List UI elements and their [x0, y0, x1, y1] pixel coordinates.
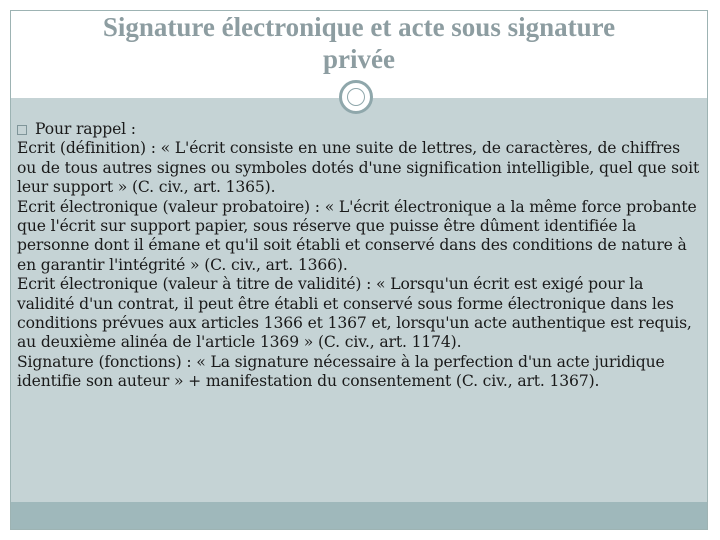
circle-ornament-inner — [347, 88, 365, 106]
footer-bar — [11, 502, 707, 529]
bullet-item — [17, 120, 701, 139]
paragraph-ecrit-electronique-validite: Ecrit électronique (valeur à titre de validité) : « Lorsqu'un écrit est exigé pour la validité d'un contrat, il peut être établi et conservé sous forme électronique dans les conditions prévues aux articles 1366 et 1367 et, lorsqu'un acte authentique est requis, au deuxième alinéa de l'article 1369 » (C. civ., art. 1174). — [17, 275, 692, 352]
slide-body — [17, 120, 701, 392]
slide-title: Signature électronique et acte sous signature privée — [102, 12, 616, 74]
paragraph-ecrit-electronique-probatoire: Ecrit électronique (valeur probatoire) : « L'écrit électronique a la même force probante que l'écrit sur support papier, sous réserve que puisse être dûment identifiée la personne dont il émane et qu'il soit établi et conservé dans des conditions de nature à en garantir l'intégrité » (C. civ., art. 1366). — [17, 197, 697, 274]
paragraph-ecrit-definition: Ecrit (définition) : « L'écrit consiste en une suite de lettres, de caractères, de chiffres ou de tous autres signes ou symboles dotés d'une signification intelligible, quel que soit leur support » (C. civ., art. 1365). — [17, 139, 700, 197]
circle-ornament-icon — [339, 80, 373, 114]
paragraph-signature-fonctions: Signature (fonctions) : « La signature nécessaire à la perfection d'un acte juridique identifie son auteur » + manifestation du consentement (C. civ., art. 1367). — [17, 352, 665, 391]
bullet-text: Pour rappel : — [35, 120, 136, 138]
square-bullet-icon — [17, 125, 27, 135]
